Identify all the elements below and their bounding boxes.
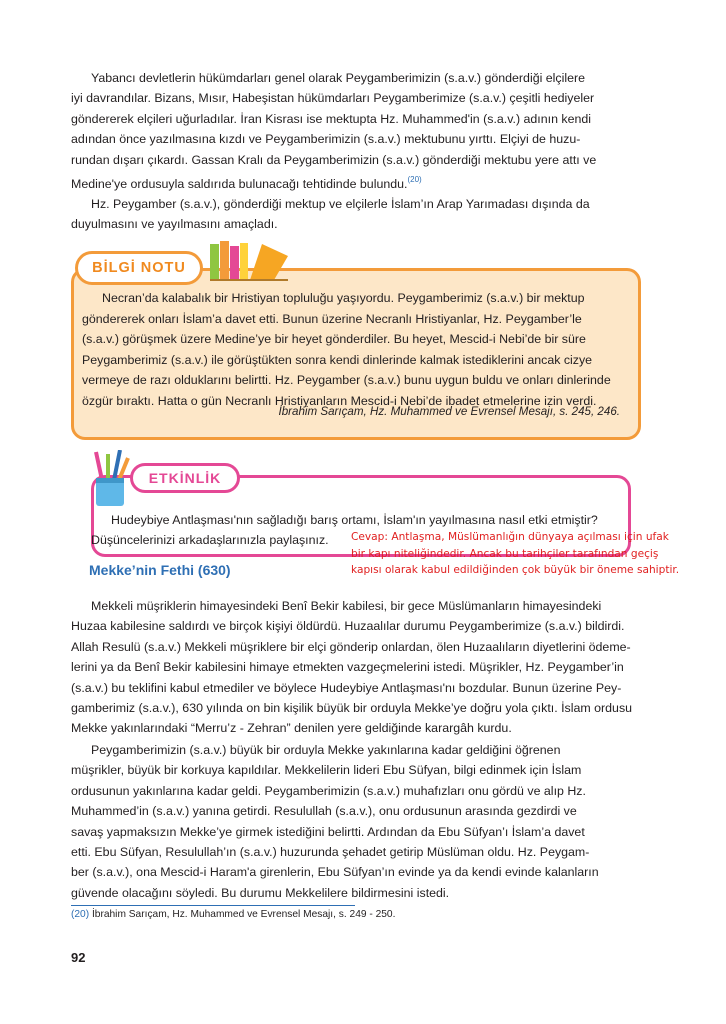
text-line: müşrikler, büyük bir korkuya kapıldılar. Mekkelilerin lideri Ebu Süfyan, bilgi edinmek için İslam <box>71 763 582 778</box>
books-icon <box>208 238 290 282</box>
footnote-number: (20) <box>71 909 90 920</box>
text-line: savaş yapmaksızın Mekke’ye girmek istediğini belirtti. Ardından da Ebu Süfyan’ı İslam’a davet <box>71 824 585 839</box>
text-line: gamberimiz (s.a.v.), 630 yılında on bin kişilik büyük bir orduyla Mekke’ye doğru yola çıktı. İslam ordusu <box>71 701 633 716</box>
text-line: özgür bıraktı. Hatta o gün Necranlı Hristiyanların Mescid-i Nebi’de ibadet etmelerine izin verdi. <box>82 393 597 408</box>
pencil-cup-icon <box>88 450 134 508</box>
text-line: iyi davrandılar. Bizans, Mısır, Habeşistan hükümdarları Peygamberimize (s.a.v.) çeşitli hediyeler <box>71 91 595 106</box>
text-line: Cevap: Antlaşma, Müslümanlığın dünyaya açılması için ufak <box>351 531 669 543</box>
info-note-source: İbrahim Sarıçam, Hz. Muhammed ve Evrensel Mesajı, s. 245, 246. <box>278 405 620 418</box>
activity-label: ETKİNLİK <box>130 463 240 493</box>
text-line: duyulmasını ve yayılmasını amaçladı. <box>71 217 278 232</box>
text-line: Necran’da kalabalık bir Hristiyan topluluğu yaşıyordu. Peygamberimiz (s.a.v.) bir mektup <box>102 291 585 305</box>
info-note-label: BİLGİ NOTU <box>75 251 203 285</box>
text-line: Muhammed’in (s.a.v.) yanına getirdi. Resulullah (s.a.v.), onu ordusunun arasında gezdirdi ve <box>71 804 577 819</box>
text-line-content: Medine'ye ordusuyla saldırıda bulunacağı tehtidinde bulundu. <box>71 177 408 192</box>
text-line: Peygamberimizin (s.a.v.) büyük bir orduyla Mekke yakınlarına kadar geldiğini öğrenen <box>91 743 561 757</box>
text-line: Yabancı devletlerin hükümdarları genel olarak Peygamberimizin (s.a.v.) gönderdiği elçilere <box>91 71 586 85</box>
intro-paragraph <box>71 68 653 194</box>
text-line: Düşüncelerinizi arkadaşlarınızla paylaşınız. <box>91 533 329 547</box>
text-line: bir kapı niteliğindedir. Ancak bu tarihçiler tarafından geçiş <box>351 547 659 560</box>
info-note-text <box>82 288 622 412</box>
text-line: Hz. Peygamber (s.a.v.), gönderdiği mektup ve elçilerle İslam’ın Arap Yarımadası dışında da <box>91 197 590 211</box>
text-line: Huzaa kabilesine saldırdı ve birçok kişiyi öldürdü. Huzaalılar durumu Peygamberimize (s.a.v.) bildirdi. <box>71 619 625 634</box>
text-line: etti. Ebu Süfyan, Resulullah’ın (s.a.v.) huzurunda şehadet getirip Müslüman oldu. Hz. Peygam- <box>71 845 590 860</box>
text-line: lerini ya da Benî Bekir kabilesini himaye etmekten vazgeçmelerini istedi. Müşrikler, Hz. Peygamber’in <box>71 660 624 675</box>
purpose-paragraph <box>71 194 653 235</box>
text-line: Hudeybiye Antlaşması'nın sağladığı barış ortamı, İslam'ın yayılmasına nasıl etki etmiştir? <box>111 513 598 527</box>
text-line: adından önce yazılmasına kızdı ve Peygamberimizin (s.a.v.) mektubunu yırttı. Elçiyi de huzu- <box>71 132 581 147</box>
text-line: ordusunun yakınlarına kadar geldi. Peygamberimizin (s.a.v.) muhafızları onu gördü ve alıp Hz. <box>71 783 586 798</box>
text-line: güvende olacağını söyledi. Bu durumu Mekkelilere bildirmesini istedi. <box>71 885 450 900</box>
text-line: Peygamberimiz (s.a.v.) ile görüştükten sonra kendi dinlerinde kalmak istediklerini ancak cizye <box>82 352 593 367</box>
footnote-text: İbrahim Sarıçam, Hz. Muhammed ve Evrensel Mesajı, s. 249 - 250. <box>89 909 396 920</box>
footnote <box>71 909 395 920</box>
footnote-ref[interactable]: (20) <box>407 175 422 185</box>
text-line: (s.a.v.) bu teklifini kabul etmediler ve böylece Hudeybiye Antlaşması'nı bozdular. Bunun üzerine Pey- <box>71 680 622 695</box>
text-line: vermeye de razı olduklarını belirtti. Hz. Peygamber (s.a.v.) bunu uygun buldu ve onları dinlerinde <box>82 373 611 388</box>
text-line: rundan dışarı çıkardı. Gassan Kralı da Peygamberimizin (s.a.v.) gönderdiği mektubu yere attı ve <box>71 152 597 167</box>
section-title: Mekke’nin Fethi (630) <box>89 562 231 578</box>
text-line: göndererek onları İslam’a davet etti. Bunun üzerine Necranlı Hristiyanlar, Hz. Peygamber’le <box>82 311 582 326</box>
text-line: göndererek elçileri uğurladılar. İran Kisrası ise mektupta Hz. Muhammed'in (s.a.v.) adının kendi <box>71 111 592 126</box>
section-paragraph-1 <box>71 596 671 739</box>
text-line: (s.a.v.) görüşmek üzere Medine’ye bir heyet gönderdiler. Bu heyet, Mescid-i Nebi’de bir süre <box>82 332 586 347</box>
footnote-divider <box>71 905 355 906</box>
text-line: Allah Resulü (s.a.v.) Mekkeli müşriklere bir elçi gönderip onlardan, ölen Huzaalıların diyetlerini ödeme- <box>71 639 631 654</box>
text-line <box>71 170 653 194</box>
text-line: Mekke yakınlarındaki “Merru’z - Zehran” denilen yere geldiğinde karargâh kurdu. <box>71 721 512 736</box>
section-paragraph-2 <box>71 740 671 903</box>
text-line: Mekkeli müşriklerin himayesindeki Benî Bekir kabilesi, bir gece Müslümanların himayesindeki <box>91 599 602 613</box>
text-line: ber (s.a.v.), ona Mescid-i Haram'a girenlerin, Ebu Süfyan’ın evinde ya da kendi evinde kalanların <box>71 865 599 880</box>
answer-text <box>351 529 721 579</box>
text-line: kapısı olarak kabul edildiğinden çok büyük bir öneme sahiptir. <box>351 564 680 576</box>
page-number: 92 <box>71 950 86 965</box>
